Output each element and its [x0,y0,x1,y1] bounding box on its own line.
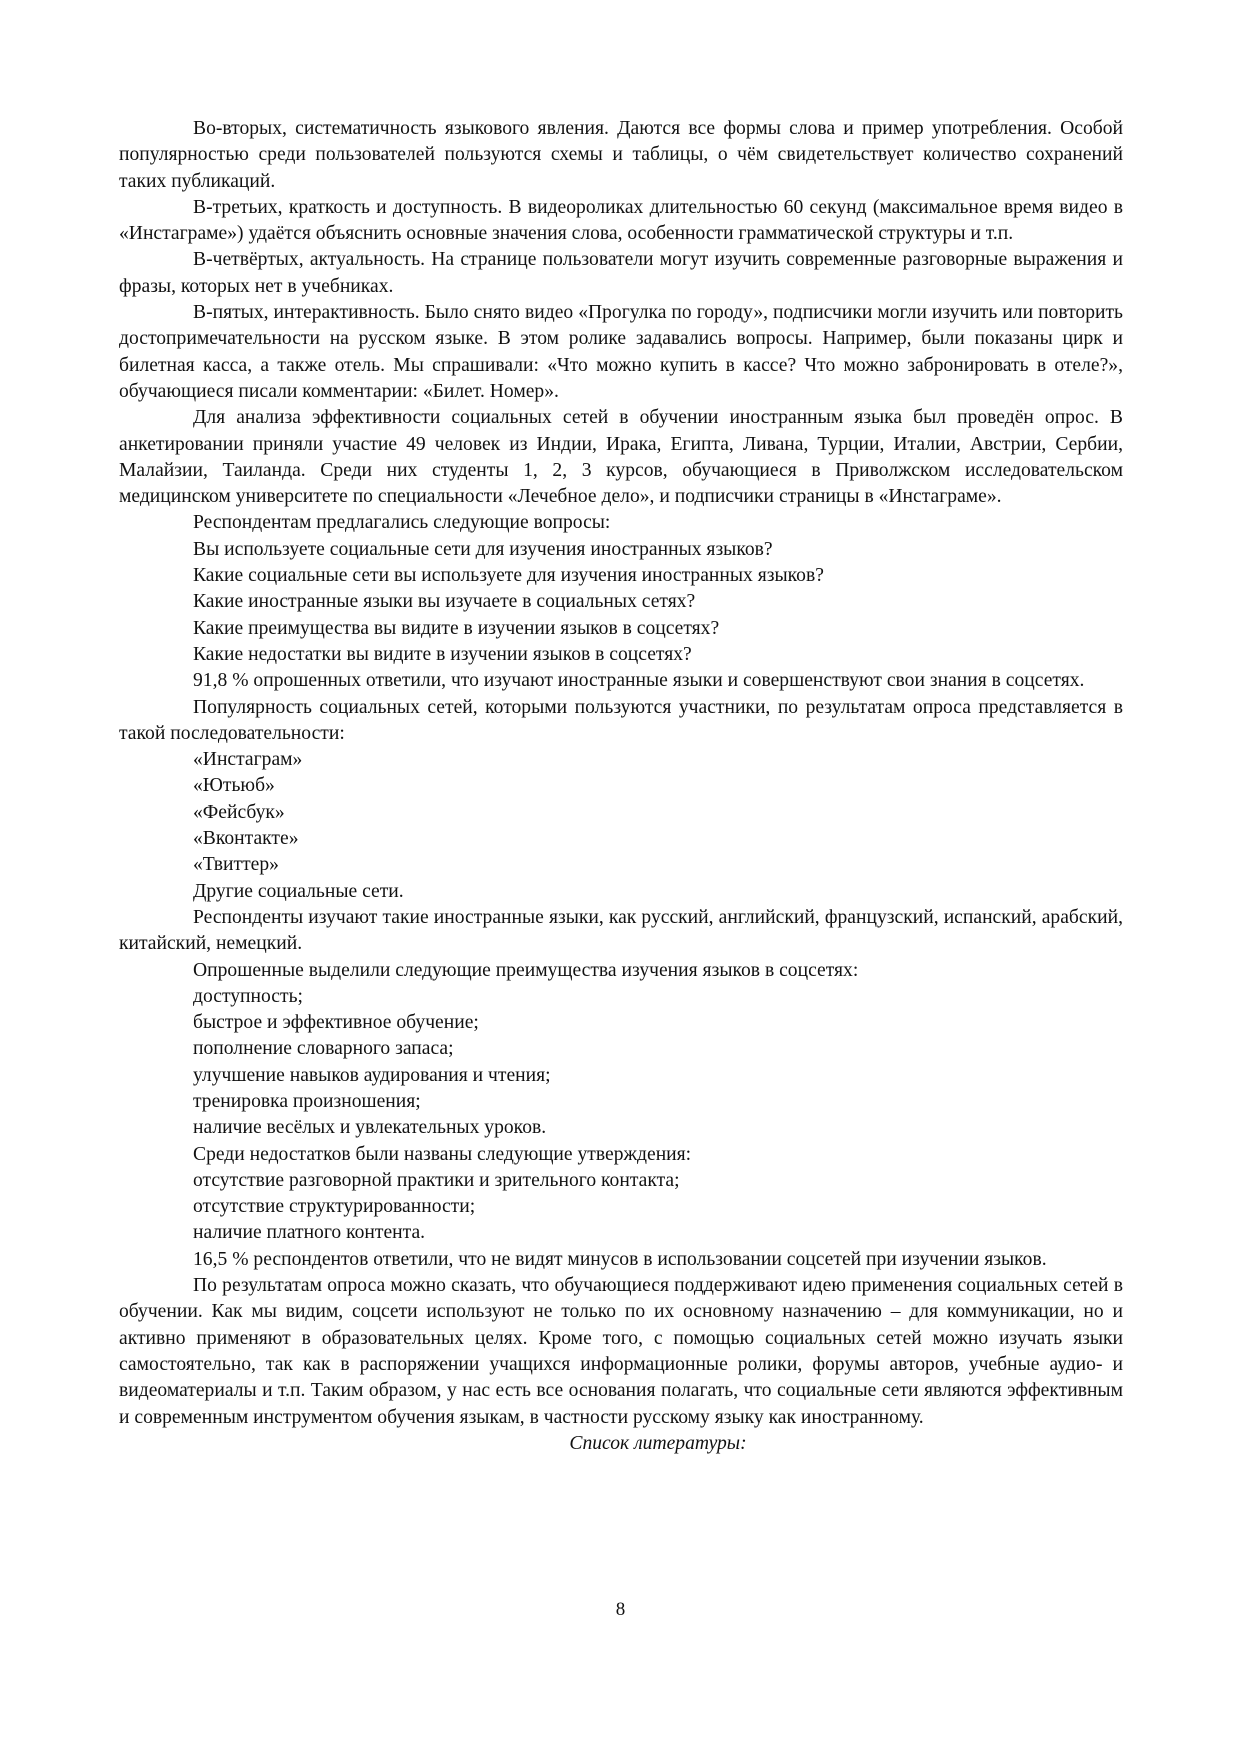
question-item: Какие преимущества вы видите в изучении языков в соцсетях? [193,617,720,639]
paragraph-popularity: Популярность социальных сетей, которыми пользуются участники, по результатам опроса представляется в такой последовательности: [119,696,1123,744]
disadvantage-item: отсутствие разговорной практики и зрительного контакта; [193,1169,680,1191]
body-text [119,116,1123,1457]
advantage-item: тренировка произношения; [193,1090,421,1112]
paragraph-interactivity: В-пятых, интерактивность. Было снято видео «Прогулка по городу», подписчики могли изучить или повторить достопримечательности на русском языке. В этом ролике задавались вопросы. Например, были показаны цирк и билетная касса, а также отель. Мы спрашивали: «Что можно купить в кассе? Что можно забронировать в отеле?», обучающиеся писали комментарии: «Билет. Номер». [119,302,1123,402]
network-item: «Ютьюб» [193,775,275,797]
paragraph-advantages-intro: Опрошенные выделили следующие преимущества изучения языков в соцсетях: [193,959,859,981]
paragraph-survey: Для анализа эффективности социальных сетей в обучении иностранным языка был проведён опрос. В анкетировании приняли участие 49 человек из Индии, Ирака, Египта, Ливана, Турции, Италии, Австрии, Сербии, Малайзии, Таиланда. Среди них студенты 1, 2, 3 курсов, обучающиеся в Приволжском исследовательском медицинском университете по специальности «Лечебное дело», и подписчики страницы в «Инстаграме». [119,407,1123,508]
paragraph-no-minuses: 16,5 % респондентов ответили, что не видят минусов в использовании соцсетей при изучении языков. [193,1248,1047,1270]
network-item: «Вконтакте» [193,828,299,850]
advantage-item: пополнение словарного запаса; [193,1038,454,1060]
paragraph-brevity: В-третьих, краткость и доступность. В видеороликах длительностью 60 секунд (максимальное время видео в «Инстаграме») удаётся объяснить основные значения слова, особенности грамматической структуры и т.п. [119,196,1123,245]
question-item: Какие иностранные языки вы изучаете в социальных сетях? [193,591,696,613]
network-item: Другие социальные сети. [193,880,404,902]
paragraph-conclusion: По результатам опроса можно сказать, что обучающиеся поддерживают идею применения социальных сетей в обучении. Как мы видим, соцсети используют не только по их основному назначению – для коммуникации, но и активно применяют в образовательных целях. Кроме того, с помощью социальных сетей можно изучать языки самостоятельно, так как в распоряжении учащихся информационные ролики, форумы авторов, учебные аудио- и видеоматериалы и т.п. Таким образом, у нас есть все основания полагать, что социальные сети являются эффективным и современным инструментом обучения языкам, в частности русскому языку как иностранному. [119,1275,1123,1428]
advantage-item: быстрое и эффективное обучение; [193,1012,479,1034]
question-item: Какие недостатки вы видите в изучении языков в соцсетях? [193,643,692,665]
paragraph-questions-intro: Респондентам предлагались следующие вопросы: [193,512,611,534]
paragraph-languages: Респонденты изучают такие иностранные языки, как русский, английский, французский, испанский, арабский, китайский, немецкий. [119,906,1123,955]
advantage-item: наличие весёлых и увлекательных уроков. [193,1117,547,1139]
network-item: «Фейсбук» [193,801,285,823]
disadvantage-item: отсутствие структурированности; [193,1196,476,1218]
paragraph-relevance: В-четвёртых, актуальность. На странице пользователи могут изучить современные разговорные выражения и фразы, которых нет в учебниках. [119,249,1123,297]
question-item: Какие социальные сети вы используете для изучения иностранных языков? [193,565,824,587]
paragraph-result-percent: 91,8 % опрошенных ответили, что изучают иностранные языки и совершенствуют свои знания в соцсетях. [193,670,1085,692]
paragraph-disadvantages-intro: Среди недостатков были названы следующие утверждения: [193,1143,692,1165]
paragraph-systematic: Во-вторых, систематичность языкового явления. Даются все формы слова и пример употребления. Особой популярностью среди пользователей пользуются схемы и таблицы, о чём свидетельствует количество сохранений таких публикаций. [119,118,1123,192]
page-number: 8 [615,1599,626,1620]
advantage-item: улучшение навыков аудирования и чтения; [193,1064,551,1086]
network-item: «Инстаграм» [193,749,303,771]
disadvantage-item: наличие платного контента. [193,1222,426,1244]
network-item: «Твиттер» [193,854,279,876]
references-heading: Список литературы: [569,1432,747,1454]
question-item: Вы используете социальные сети для изучения иностранных языков? [193,538,773,560]
advantage-item: доступность; [193,985,303,1007]
